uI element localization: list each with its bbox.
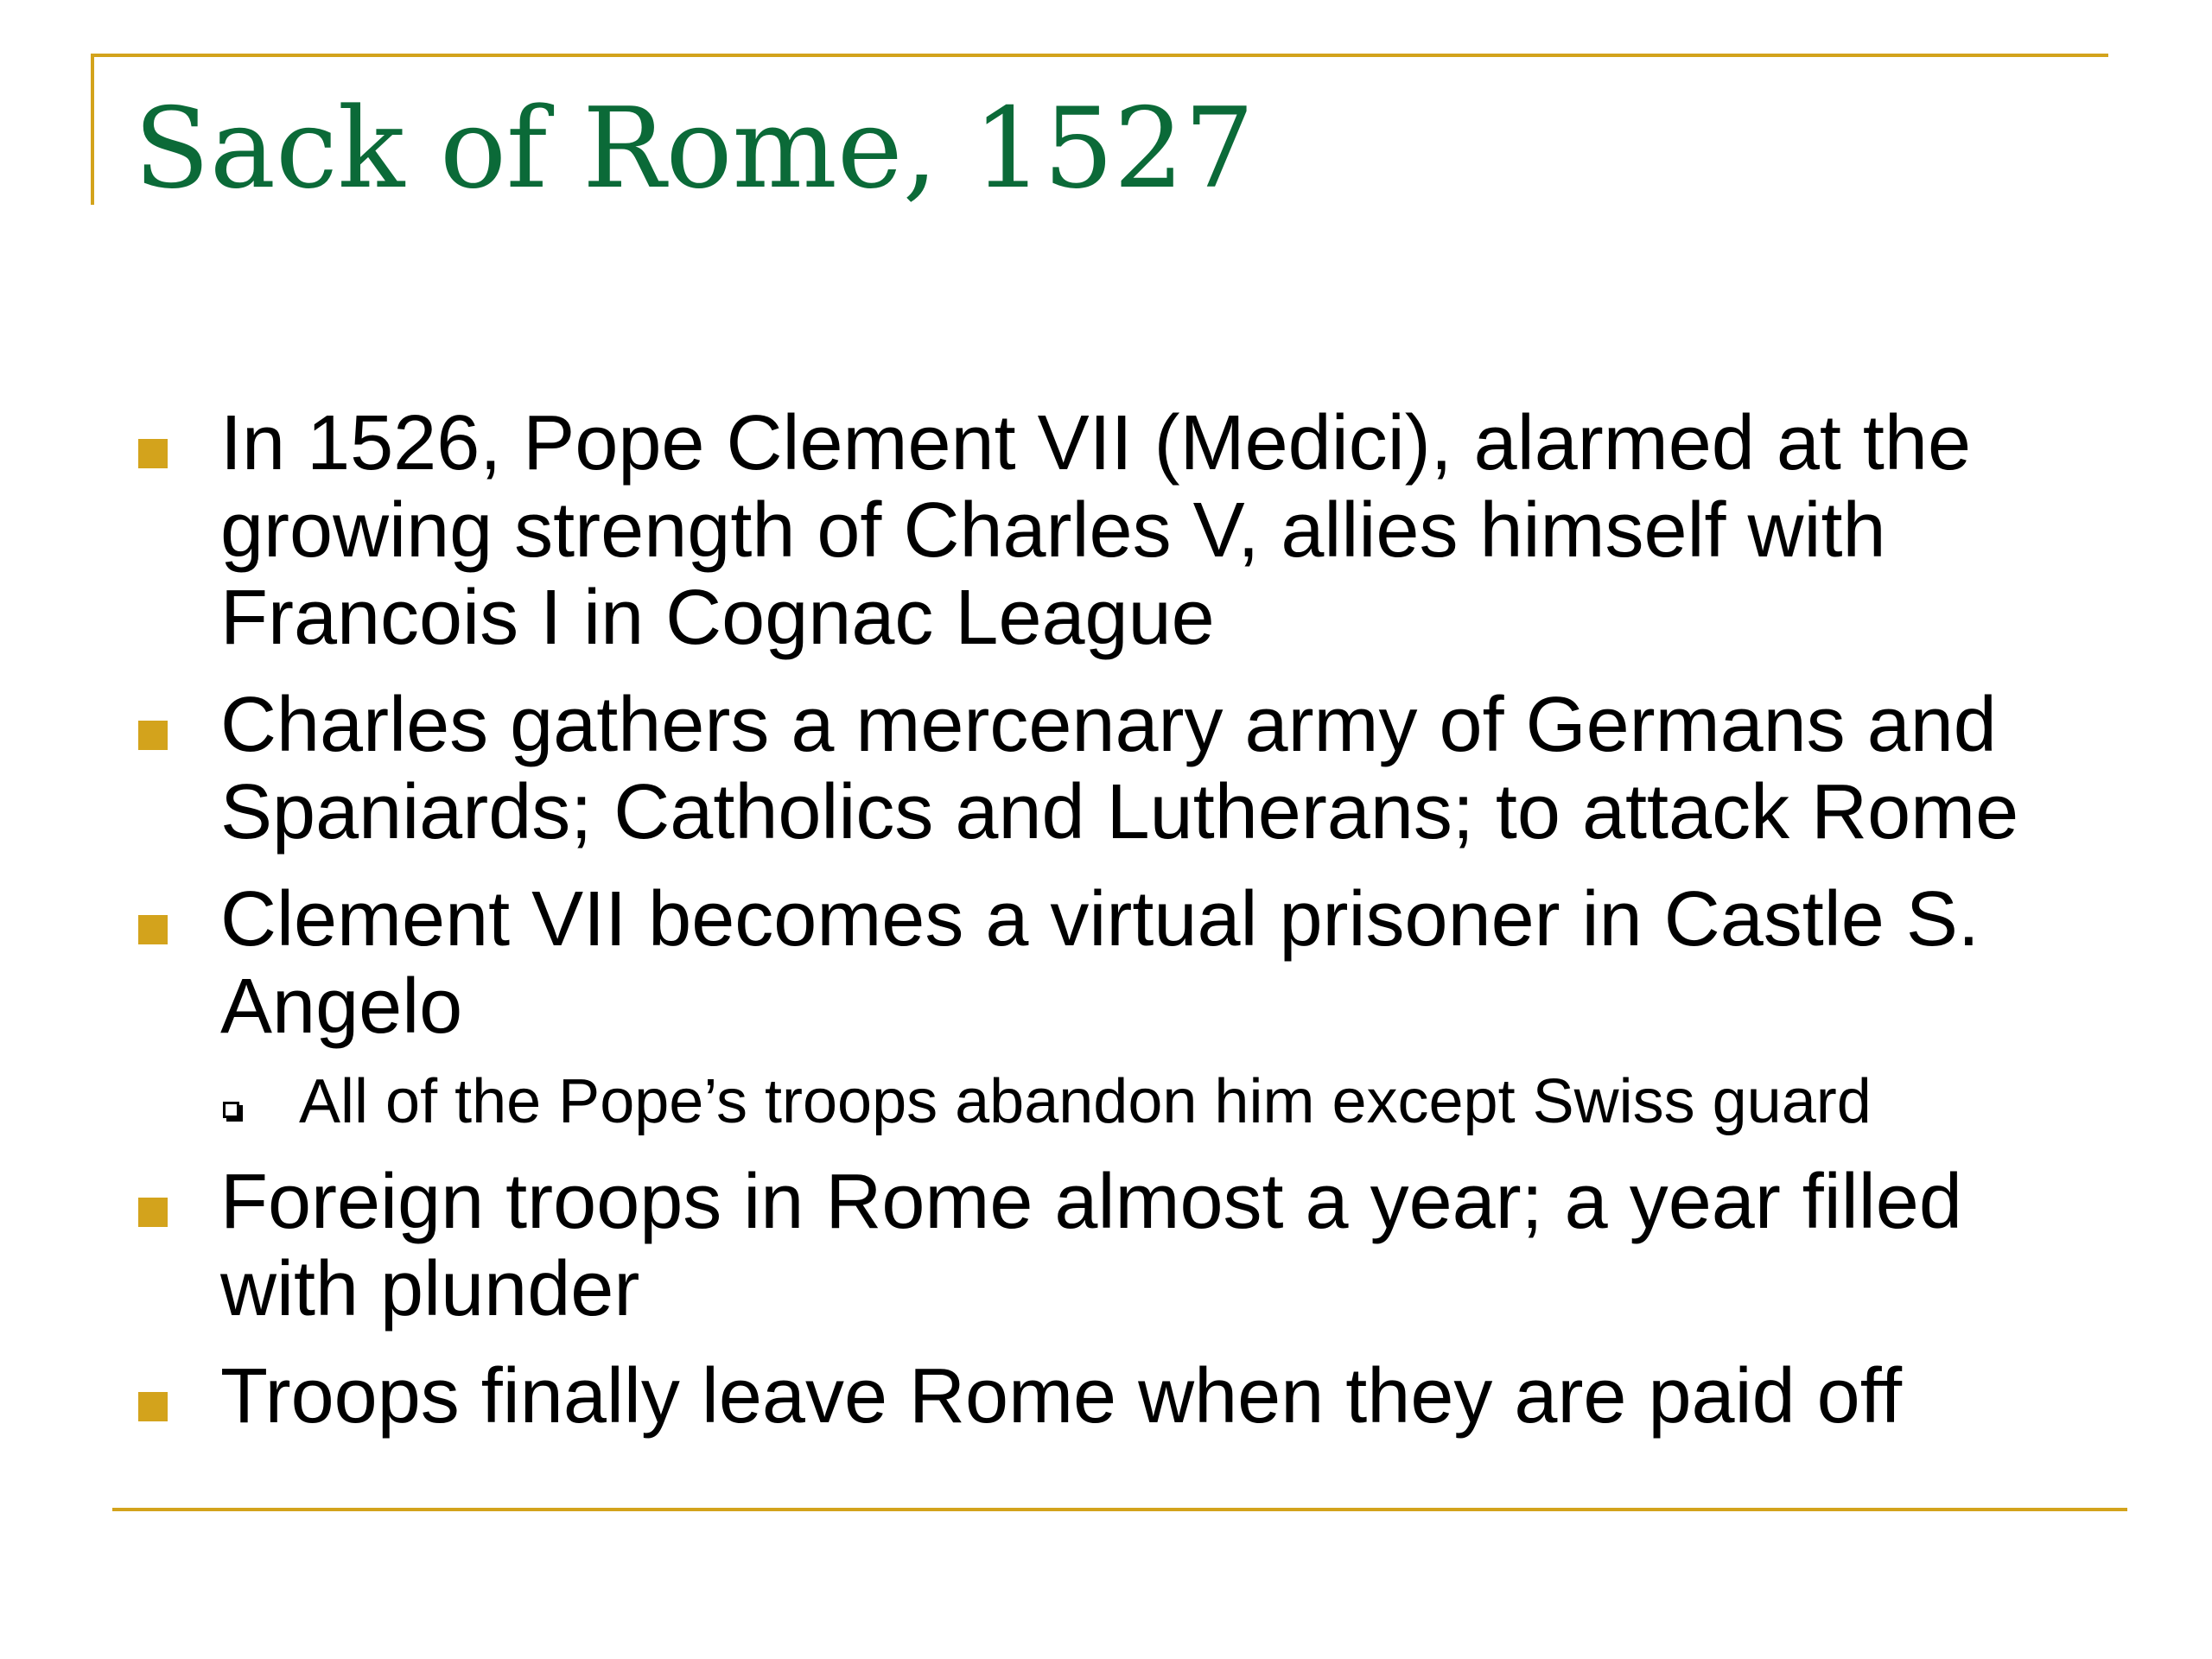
- left-rule: [91, 54, 94, 205]
- bullet-item: [0, 1353, 2121, 1440]
- sub-bullet-text: All of the Pope’s troops abandon him except Swiss guard: [299, 1067, 1872, 1136]
- bullet-item: [0, 1159, 2121, 1333]
- bullet-list: [0, 400, 2212, 1460]
- square-bullet-icon: [138, 439, 168, 468]
- square-bullet-icon: [138, 1198, 168, 1227]
- bullet-text: In 1526, Pope Clement VII (Medici), alarmed at the growing strength of Charles V, allies himself with Francois I in Cognac League: [220, 400, 1972, 661]
- bullet-item: [0, 876, 2121, 1051]
- square-bullet-icon: [138, 721, 168, 750]
- bullet-text: Foreign troops in Rome almost a year; a year filled with plunder: [220, 1159, 1962, 1332]
- bullet-text: Clement VII becomes a virtual prisoner in Castle S. Angelo: [220, 876, 1980, 1050]
- hollow-square-bullet-icon: [223, 1102, 239, 1118]
- bullet-text: Troops finally leave Rome when they are paid off: [220, 1353, 1903, 1440]
- sub-bullet-item: [0, 1064, 2157, 1140]
- top-rule: [91, 54, 2108, 57]
- square-bullet-icon: [138, 915, 168, 944]
- square-bullet-icon: [138, 1392, 168, 1421]
- bullet-item: [0, 400, 2121, 662]
- slide-title: Sack of Rome, 1527: [134, 85, 1255, 213]
- bullet-item: [0, 682, 2121, 856]
- bullet-text: Charles gathers a mercenary army of Germans and Spaniards; Catholics and Lutherans; to attack Rome: [220, 682, 2019, 855]
- bottom-rule: [112, 1508, 2127, 1511]
